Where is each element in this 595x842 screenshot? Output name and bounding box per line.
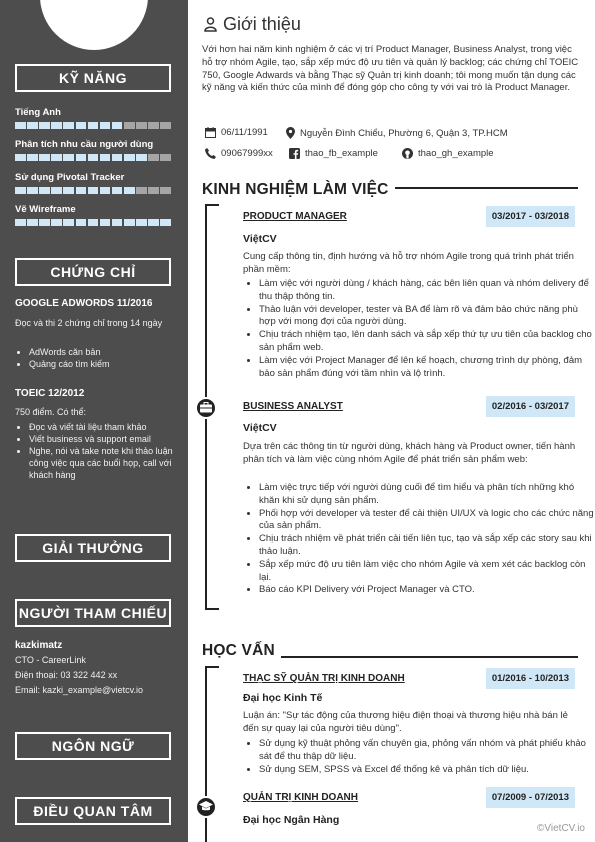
main-content [188,0,595,842]
watermark: ©VietCV.io [537,823,585,834]
skill-segment [63,122,74,129]
skill-segment [15,122,26,129]
skill-segment [160,122,171,129]
github-icon [402,148,413,159]
facebook-info [289,148,378,159]
job-duties [243,482,594,597]
address: Nguyễn Đình Chiểu, Phường 6, Quận 3, TP.HCM [300,127,508,139]
company-name: ViệtCV [243,422,277,434]
skill-wireframe [15,204,171,226]
job-header [243,396,575,417]
skill-segment [39,154,50,161]
experience-heading: KINH NGHIỆM LÀM VIỆC [202,181,395,199]
list-item: • Sử dụng SEM, SPSS và Excel để thống kê và phân tích dữ liệu. [259,764,594,777]
education-heading: HỌC VẤN [202,642,281,660]
job-title: BUSINESS ANALYST [243,401,343,412]
company-name: ViệtCV [243,233,277,245]
skill-segment [112,154,123,161]
user-icon [204,17,217,32]
skill-segment [160,154,171,161]
skill-segment [88,154,99,161]
skill-english [15,107,171,129]
skill-segment [124,187,135,194]
sidebar [0,0,188,842]
list-item: • Chịu trách nhiệm về phát triển cải tiến liên tục, tạo và sắp xếp các story sau khi thảo luận. [259,533,594,559]
skill-segment [124,154,135,161]
skill-segment [51,187,62,194]
skill-segment [76,122,87,129]
skill-segment [148,219,159,226]
skill-segment [100,122,111,129]
thesis-description: Luận án: "Sự tác động của thương hiệu điện thoại và thương hiệu nhà bán lẻ đến sự quay lại của người tiêu dùng". [243,710,568,734]
skill-segment [88,187,99,194]
skill-segment [124,122,135,129]
skill-segment [39,122,50,129]
skill-segment [124,219,135,226]
skill-name: Vẽ Wireframe [15,204,76,215]
degree-title: QUẢN TRỊ KINH DOANH [243,792,358,803]
cert-title: GOOGLE ADWORDS 11/2016 [15,298,153,309]
awards-heading: GIẢI THƯỞNG [15,534,171,562]
job-description: Cung cấp thông tin, định hướng và hỗ trợ nhóm Agile trong quá trình phát triển phần mềm: [243,251,574,275]
list-item: • Làm việc trực tiếp với người dùng cuối để tìm hiểu và phân tích những khó khăn khi sử dụng sản phẩm. [259,482,594,508]
skill-segment [148,187,159,194]
skill-name: Tiếng Anh [15,107,61,118]
education-title-line [246,656,578,658]
cert-list [15,346,189,370]
timeline-cap [205,608,219,610]
skill-bar [15,122,171,129]
ref-phone: Điện thoại: 03 322 442 xx [15,670,118,680]
list-item: • AdWords căn bản [29,346,189,358]
skill-pivotal [15,172,171,194]
skill-segment [51,122,62,129]
skill-bar [15,187,171,194]
phone: 09067999xx [221,148,273,159]
skill-segment [112,219,123,226]
languages-heading: NGÔN NGỮ [15,732,171,760]
list-item: • Đọc và viết tài liệu tham khảo [29,421,189,433]
job-header [243,206,575,227]
job-title: PRODUCT MANAGER [243,211,347,222]
ref-role: CTO - CareerLink [15,655,86,665]
facebook-icon [289,148,300,159]
skill-segment [88,122,99,129]
skill-user-needs [15,139,171,161]
timeline-cap [205,666,219,668]
education-details [243,738,594,776]
job-duties [243,278,594,380]
list-item: • Sử dụng kỹ thuật phỏng vấn chuyên gia, phỏng vấn nhóm và phát phiếu khảo sát để thu thập dữ liệu. [259,738,594,764]
skill-bar [15,219,171,226]
job-description: Dựa trên các thông tin từ người dùng, khách hàng và Product owner, tiến hành phân tích và làm việc cùng nhóm Agile để phát triển sản phẩm web: [243,441,576,465]
refs-heading: NGƯỜI THAM CHIẾU [15,599,171,627]
certs-heading: CHỨNG CHỈ [15,258,171,286]
skill-segment [148,122,159,129]
education-header [243,787,575,808]
address-info [286,127,508,139]
skill-bar [15,154,171,161]
skill-segment [15,187,26,194]
skill-segment [160,219,171,226]
ref-name: kazkimatz [15,640,63,651]
reference [15,638,143,698]
intro-heading-row [204,14,301,35]
map-pin-icon [286,127,295,139]
list-item: • Phối hợp với developer và tester để cải thiện UI/UX và logic cho các chức năng của sản phẩm. [259,508,594,534]
skill-segment [112,122,123,129]
list-item: • Nghe, nói và take note khi thảo luận công việc qua các buổi họp, call với khách hàng [29,445,189,481]
avatar [40,0,148,50]
skill-segment [136,122,147,129]
skill-segment [136,187,147,194]
list-item: • Sắp xếp mức độ ưu tiên làm việc cho nhóm Agile và xem xét các backlog còn lại. [259,559,594,585]
skill-segment [39,219,50,226]
github: thao_gh_example [418,148,494,159]
skill-segment [76,219,87,226]
phone-info [205,148,273,159]
skill-segment [27,219,38,226]
skill-segment [27,122,38,129]
date-badge: 03/2017 - 03/2018 [486,206,575,227]
list-item: • Làm việc với người dùng / khách hàng, các bên liên quan và nhóm delivery để thu thập thông tin. [259,278,594,304]
skill-segment [15,219,26,226]
list-item: • Làm việc với Project Manager để lên kế hoạch, chương trình dự phòng, đảm bảo sản phẩm đúng với tầm nhìn và lộ trình. [259,355,594,381]
intro-text: Với hơn hai năm kinh nghiệm ở các vị trí Product Manager, Business Analyst, trong việc hỗ trợ nhóm Agile, tạo, sắp xếp mức độ ưu tiên và quản lý backlog; các chứng chỉ TOEIC 750, Google Adwards và bằng Thạc sỹ Quản trị kinh doanh; tôi mong muốn tận dụng các kỹ năng và kiến thức của mình để đóng góp cho công ty với vai trò là Product Manager. [202,44,579,94]
list-item: • Viết business và support email [29,433,189,445]
skill-segment [15,154,26,161]
skill-segment [63,187,74,194]
skill-segment [112,187,123,194]
skill-segment [39,187,50,194]
date-badge: 02/2016 - 03/2017 [486,396,575,417]
degree-title: THẠC SỸ QUẢN TRỊ KINH DOANH [243,673,405,684]
timeline-cap [205,204,219,206]
phone-icon [205,148,216,159]
school-name: Đại học Ngân Hàng [243,814,340,826]
skill-segment [160,187,171,194]
skill-segment [136,219,147,226]
skill-segment [63,154,74,161]
github-info [402,148,494,159]
cert-desc: 750 điểm. Có thể: [15,407,87,417]
school-name: Đại học Kinh Tế [243,692,323,704]
skill-name: Phân tích nhu cầu người dùng [15,139,154,150]
cert-desc: Đọc và thi 2 chứng chỉ trong 14 ngày [15,318,163,328]
briefcase-icon [195,397,217,419]
skill-segment [51,219,62,226]
cert-title: TOEIC 12/2012 [15,388,85,399]
education-header [243,668,575,689]
date-badge: 07/2009 - 07/2013 [486,787,575,808]
skill-segment [100,154,111,161]
date-badge: 01/2016 - 10/2013 [486,668,575,689]
skill-segment [27,154,38,161]
birthday-info [205,127,268,138]
skill-segment [63,219,74,226]
skill-segment [100,187,111,194]
ref-email: Email: kazki_example@vietcv.io [15,685,144,695]
skill-name: Sử dụng Pivotal Tracker [15,172,125,183]
interests-heading: ĐIỀU QUAN TÂM [15,797,171,825]
calendar-icon [205,127,216,138]
skill-segment [100,219,111,226]
list-item: • Quảng cáo tìm kiếm [29,358,189,370]
skill-segment [76,154,87,161]
intro-heading: Giới thiệu [223,14,301,34]
skills-heading: KỸ NĂNG [15,64,171,92]
skill-segment [136,154,147,161]
birthday: 06/11/1991 [221,127,268,138]
skill-segment [51,154,62,161]
skill-segment [27,187,38,194]
skill-segment [88,219,99,226]
skill-segment [76,187,87,194]
facebook: thao_fb_example [305,148,378,159]
skill-segment [148,154,159,161]
list-item: • Thảo luận với developer, tester và BA để làm rõ và đảm bảo chức năng phù hợp với mong đợi của người dùng. [259,304,594,330]
list-item: • Chịu trách nhiệm tạo, lên danh sách và sắp xếp thứ tự ưu tiên của backlog cho sản phẩm web. [259,329,594,355]
list-item: • Báo cáo KPI Delivery với Project Manager và CTO. [259,584,594,597]
graduation-cap-icon [195,796,217,818]
cert-list [15,421,189,481]
